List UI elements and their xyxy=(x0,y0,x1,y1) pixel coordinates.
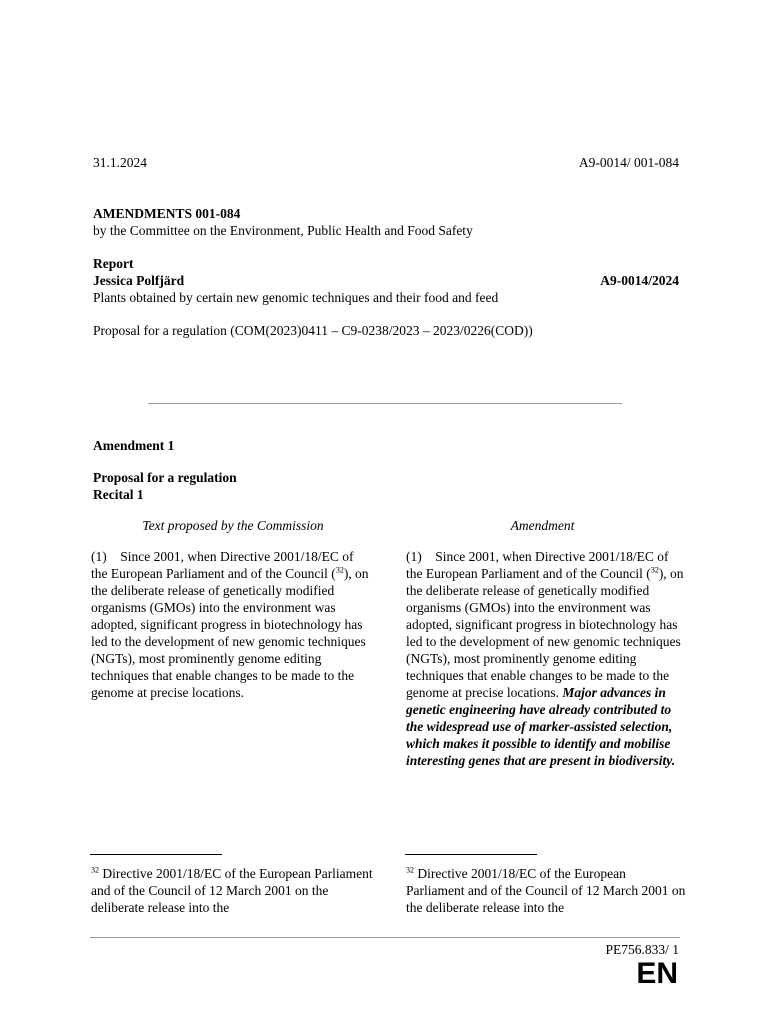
recital-number: (1) xyxy=(91,549,107,564)
report-subject: Plants obtained by certain new genomic techniques and their food and feed xyxy=(93,290,499,305)
proposal-label: Proposal for a regulation xyxy=(93,470,237,485)
recital-label: Recital 1 xyxy=(93,487,144,502)
footer-separator xyxy=(90,937,680,938)
proposal-reference: Proposal for a regulation (COM(2023)0411 – C9-0238/2023 – 2023/0226(COD)) xyxy=(93,323,533,338)
amendment-text xyxy=(406,548,686,769)
amendments-title: AMENDMENTS 001-084 xyxy=(93,206,241,221)
document-reference: A9-0014/ 001-084 xyxy=(578,155,679,170)
footnote-text: Directive 2001/18/EC of the European Parliament and of the Council of 12 March 2001 on the deliberate release into the xyxy=(406,866,686,915)
document-date: 31.1.2024 xyxy=(93,155,147,170)
report-number: A9-0014/2024 xyxy=(600,273,679,288)
footnote-separator-left xyxy=(90,854,222,855)
footnote-right xyxy=(406,865,686,916)
recital-number: (1) xyxy=(406,549,422,564)
section-separator xyxy=(148,403,622,404)
amendment-text-start: Since 2001, when Directive 2001/18/EC of the European Parliament and of the Council ( xyxy=(406,549,669,581)
column-heading-commission: Text proposed by the Commission xyxy=(142,518,324,533)
amendment-heading: Amendment 1 xyxy=(93,438,175,453)
footnote-separator-right xyxy=(405,854,537,855)
footnote-number: 32 xyxy=(91,865,99,875)
rapporteur-name: Jessica Polfjärd xyxy=(93,273,185,288)
language-code: EN xyxy=(636,957,678,990)
page-reference: PE756.833/ 1 xyxy=(605,942,679,957)
footnote-ref: 32 xyxy=(335,565,344,575)
committee-line: by the Committee on the Environment, Public Health and Food Safety xyxy=(93,223,473,238)
commission-text-end: ), on the deliberate release of genetically modified organisms (GMOs) into the environment was adopted, significant progress in biotechnology has led to the development of new genomic techniques (NGTs), most prominently genome editing techniques that enable changes to be made to the genome at precise locations. xyxy=(91,566,369,700)
commission-text-start: Since 2001, when Directive 2001/18/EC of the European Parliament and of the Council ( xyxy=(91,549,354,581)
commission-text xyxy=(91,548,373,701)
footnote-ref: 32 xyxy=(650,565,659,575)
footnote-text: Directive 2001/18/EC of the European Parliament and of the Council of 12 March 2001 on the deliberate release into the xyxy=(91,866,373,915)
footnote-left xyxy=(91,865,373,916)
footnote-number: 32 xyxy=(406,865,414,875)
amendment-text-end: ), on the deliberate release of genetically modified organisms (GMOs) into the environment was adopted, significant progress in biotechnology has led to the development of new genomic techniques (NGTs), most prominently genome editing techniques that enable changes to be made to the genome at precise locations. xyxy=(406,566,684,700)
amendment-added-text: Major advances in genetic engineering have already contributed to the widespread use of marker-assisted selection, which makes it possible to identify and mobilise interesting genes that are present in biodiversity. xyxy=(406,685,676,768)
column-heading-amendment: Amendment xyxy=(510,518,575,533)
report-label: Report xyxy=(93,256,134,271)
